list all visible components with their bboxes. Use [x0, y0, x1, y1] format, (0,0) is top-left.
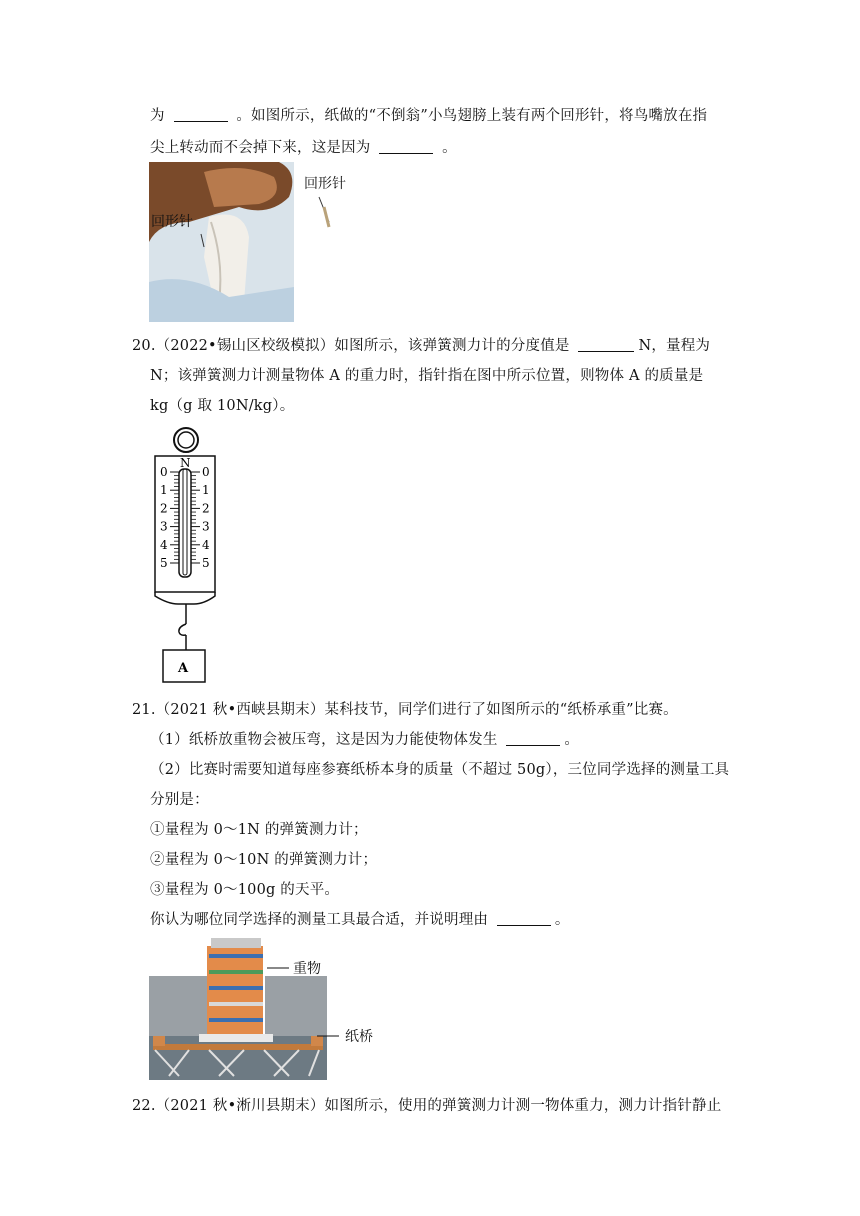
answer-blank	[379, 139, 433, 154]
tick-label-left: 4	[160, 537, 168, 552]
answer-blank	[578, 337, 634, 352]
tick-label-left: 3	[160, 519, 168, 534]
q19-line-1: 为 。如图所示，纸做的“不倒翁”小鸟翅膀上装有两个回形针，将鸟嘴放在指	[150, 108, 708, 124]
tick-labels-left	[160, 465, 168, 570]
book-stack	[207, 938, 263, 1036]
q20-line-2: N；该弹簧测力计测量物体 A 的重力时，指针指在图中所示位置，则物体 A 的质量是	[150, 368, 704, 384]
q20-line-1: 20.（2022•锡山区校级模拟）如图所示，该弹簧测力计的分度值是 N，量程为	[132, 338, 711, 354]
q21-option-1: ①量程为 0～1N 的弹簧测力计；	[150, 822, 368, 838]
q21-option-3: ③量程为 0～100g 的天平。	[150, 882, 340, 898]
tick-label-left: 0	[160, 465, 168, 479]
q21-option-2: ②量程为 0～10N 的弹簧测力计；	[150, 852, 378, 868]
object-a-label: A	[178, 661, 189, 676]
label-paperclip-left: 回形针	[151, 214, 193, 230]
tick-label-right: 3	[202, 519, 210, 534]
tick-label-right: 2	[202, 501, 210, 516]
answer-blank	[506, 731, 560, 746]
label-weight: 重物	[293, 961, 321, 977]
label-paperclip-right: 回形针	[304, 176, 346, 192]
q21-part-1: （1）纸桥放重物会被压弯，这是因为力能使物体发生 。	[150, 732, 580, 748]
tick-label-left: 2	[160, 501, 168, 516]
answer-blank	[497, 911, 551, 926]
tick-label-right: 4	[202, 537, 210, 552]
q21-figure-paper-bridge	[149, 936, 389, 1080]
q21-part-3: 你认为哪位同学选择的测量工具最合适，并说明理由 。	[150, 912, 570, 928]
tick-label-left: 1	[160, 483, 168, 498]
q19-figure-bird	[149, 162, 369, 322]
unit-label: N	[180, 456, 191, 470]
q21-part-2-line-2: 分别是：	[150, 792, 209, 808]
q20-figure-spring-scale	[148, 424, 228, 686]
q19-line-2: 尖上转动而不会掉下来，这是因为 。	[150, 140, 457, 156]
q21-line-1: 21.（2021 秋•西峡县期末）某科技节，同学们进行了如图所示的“纸桥承重”比赛。	[132, 702, 678, 718]
label-paper-bridge: 纸桥	[345, 1029, 373, 1045]
tick-label-right: 0	[202, 465, 210, 479]
answer-blank	[174, 107, 228, 122]
q20-line-3: kg（g 取 10N/kg）。	[150, 398, 295, 414]
scale-ticks	[170, 472, 200, 563]
q22-line-1: 22.（2021 秋•淅川县期末）如图所示，使用的弹簧测力计测一物体重力，测力计指针静止	[132, 1098, 722, 1114]
tick-label-left: 5	[160, 556, 168, 570]
tick-labels-right	[202, 465, 210, 570]
tick-label-right: 5	[202, 556, 210, 570]
tick-label-right: 1	[202, 483, 210, 498]
q21-part-2-line-1: （2）比赛时需要知道每座参赛纸桥本身的质量（不超过 50g），三位同学选择的测量工具	[150, 762, 730, 778]
